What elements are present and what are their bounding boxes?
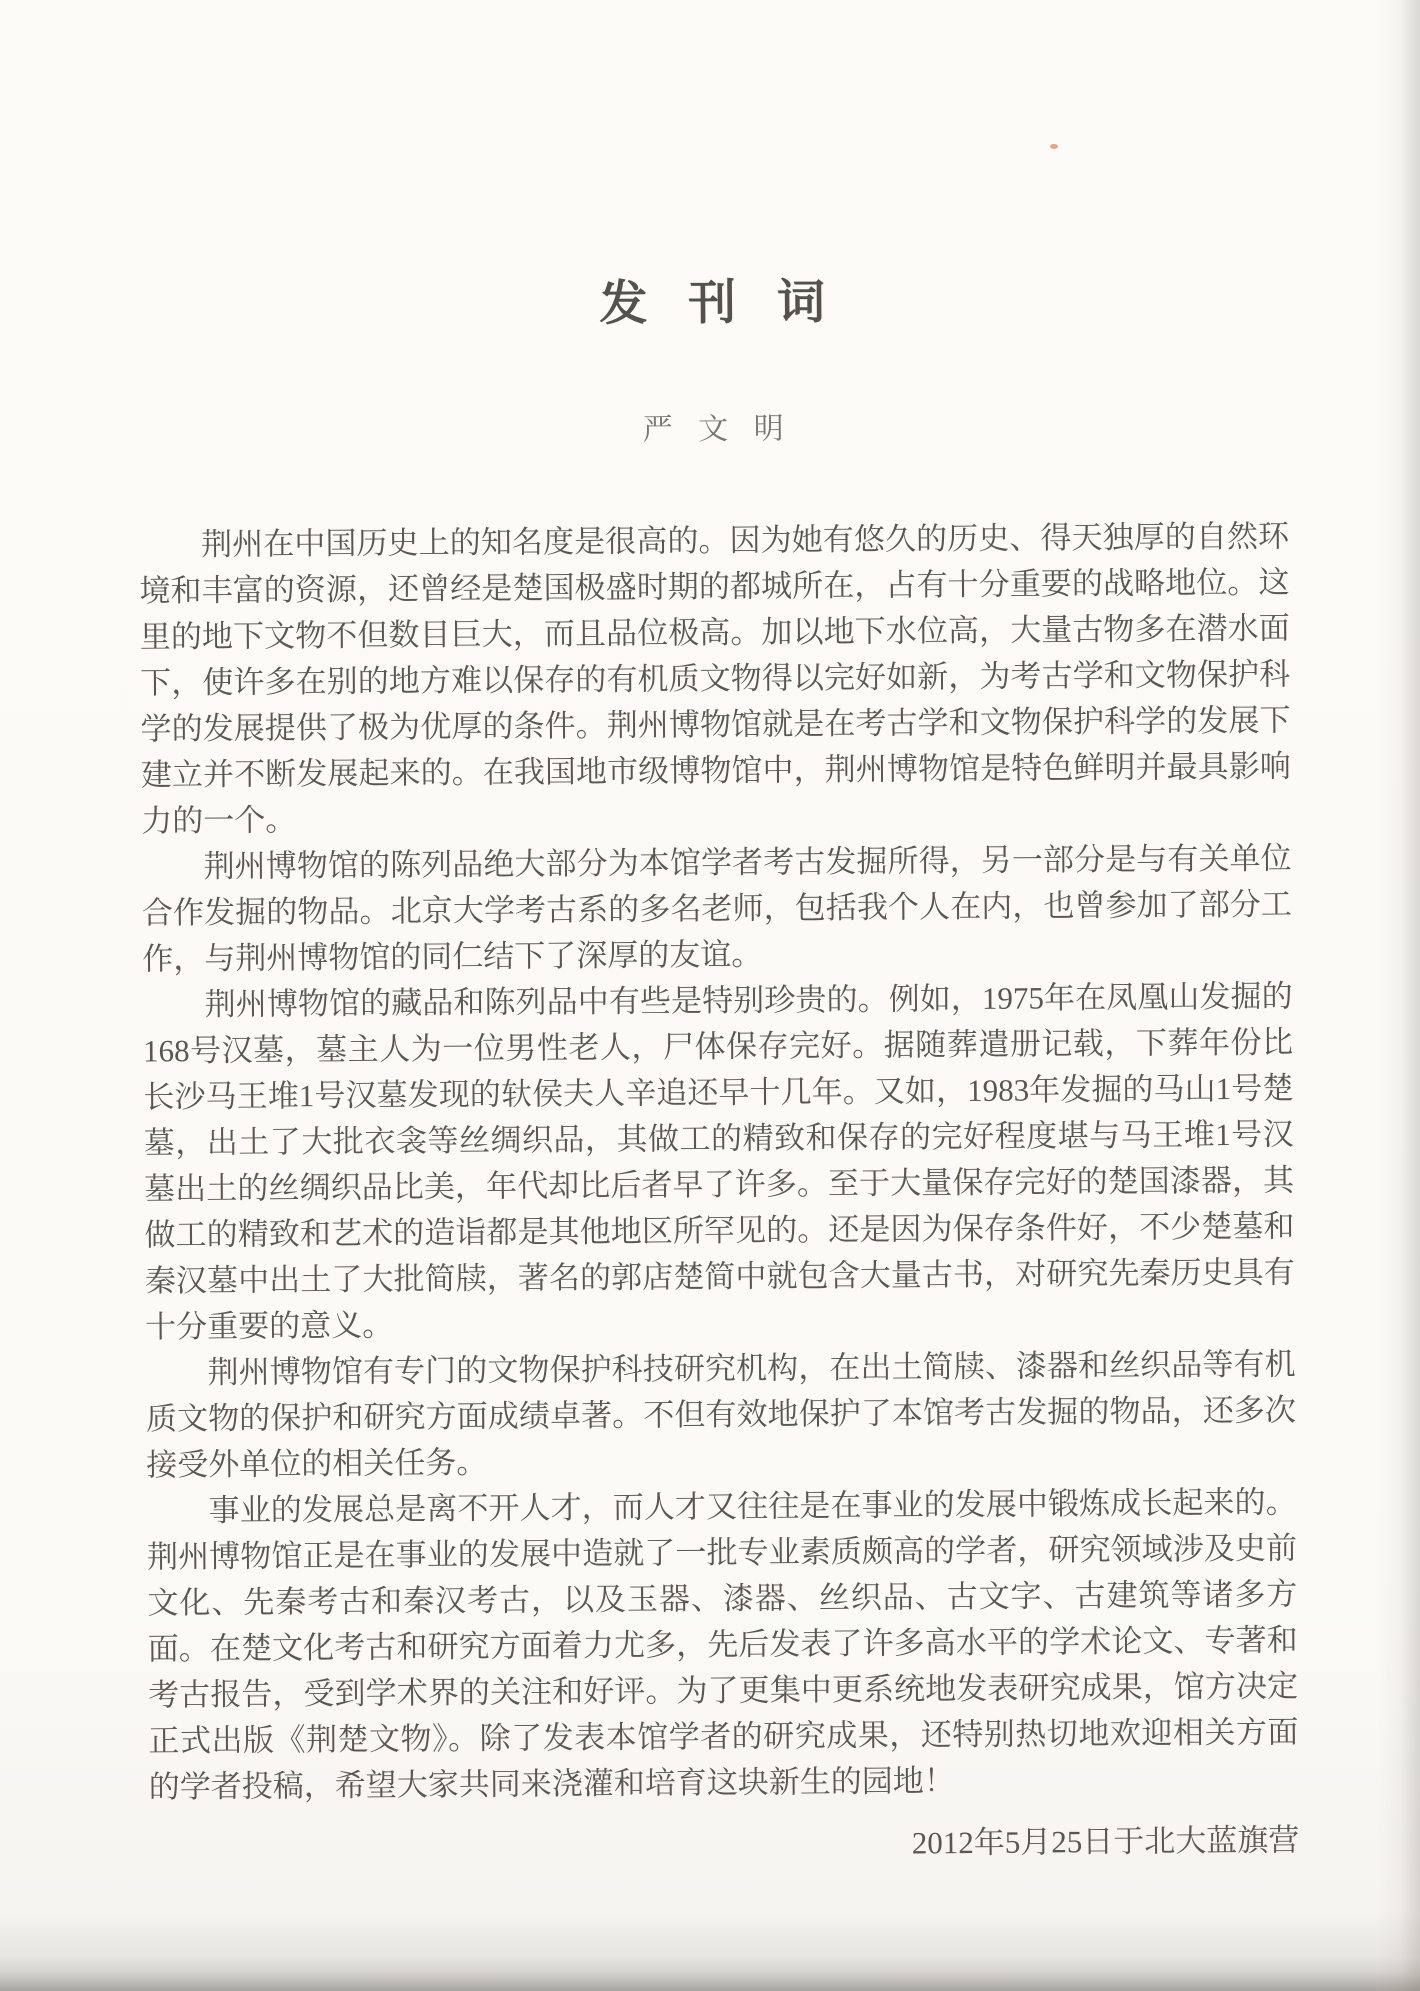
page-content [137, 273, 1299, 1872]
page-title: 发 刊 词 [599, 276, 840, 331]
paragraph-2: 荆州博物馆的陈列品绝大部分为本馆学者考古发掘所得，另一部分是与有关单位合作发掘的物品。北京大学考古系的多名老师，包括我个人在内，也曾参加了部分工作，与荆州博物馆的同仁结下了深厚的友谊。 [141, 840, 1293, 977]
scan-edge-bottom [0, 1957, 1420, 1991]
paragraph-3: 荆州博物馆的藏品和陈列品中有些是特别珍贵的。例如，1975年在凤凰山发掘的168号汉墓，墓主人为一位男性老人，尸体保存完好。据随葬遣册记载，下葬年份比长沙马王堆1号汉墓发现的轪侯夫人辛追还早十几年。又如，1983年发掘的马山1号楚墓，出土了大批衣衾等丝绸织品，其做工的精致和保存的完好程度堪与马王堆1号汉墓出土的丝绸织品比美，年代却比后者早了许多。至于大量保存完好的楚国漆器，其做工的精致和艺术的造诣都是其他地区所罕见的。还是因为保存条件好，不少楚墓和秦汉墓中出土了大批简牍，著名的郭店楚简中就包含大量古书，对研究先秦历史具有十分重要的意义。 [142, 978, 1295, 1345]
author-name: 严 文 明 [642, 412, 793, 447]
ink-speck [1050, 144, 1058, 149]
dateline: 2012年5月25日于北大蓝旗营 [911, 1822, 1300, 1861]
paragraph-1: 荆州在中国历史上的知名度是很高的。因为她有悠久的历史、得天独厚的自然环境和丰富的资源，还曾经是楚国极盛时期的都城所在，占有十分重要的战略地位。这里的地下文物不但数目巨大，而且品位极高。加以地下水位高，大量古物多在潜水面下，使许多在别的地方难以保存的有机质文物得以完好如新，为考古学和文物保护科学的发展提供了极为优厚的条件。荆州博物馆就是在考古学和文物保护科学的发展下建立并不断发展起来的。在我国地市级博物馆中，荆州博物馆是特色鲜明并最具影响力的一个。 [139, 518, 1291, 839]
paragraph-4: 荆州博物馆有专门的文物保护科技研究机构，在出土简牍、漆器和丝织品等有机质文物的保护和研究方面成绩卓著。不但有效地保护了本馆考古发掘的物品，还多次接受外单位的相关任务。 [145, 1346, 1297, 1483]
paragraph-5: 事业的发展总是离不开人才，而人才又往往是在事业的发展中锻炼成长起来的。荆州博物馆正是在事业的发展中造就了一批专业素质颇高的学者，研究领域涉及史前文化、先秦考古和秦汉考古，以及玉器、漆器、丝织品、古文字、古建筑等诸多方面。在楚文化考古和研究方面着力尤多，先后发表了许多高水平的学术论文、专著和考古报告，受到学术界的关注和好评。为了更集中更系统地发表研究成果，馆方决定正式出版《荆楚文物》。除了发表本馆学者的研究成果，还特别热切地欢迎相关方面的学者投稿，希望大家共同来浇灌和培育这块新生的园地！ [146, 1484, 1299, 1805]
body-text [139, 513, 1299, 1810]
scan-edge-right [1400, 0, 1420, 1991]
